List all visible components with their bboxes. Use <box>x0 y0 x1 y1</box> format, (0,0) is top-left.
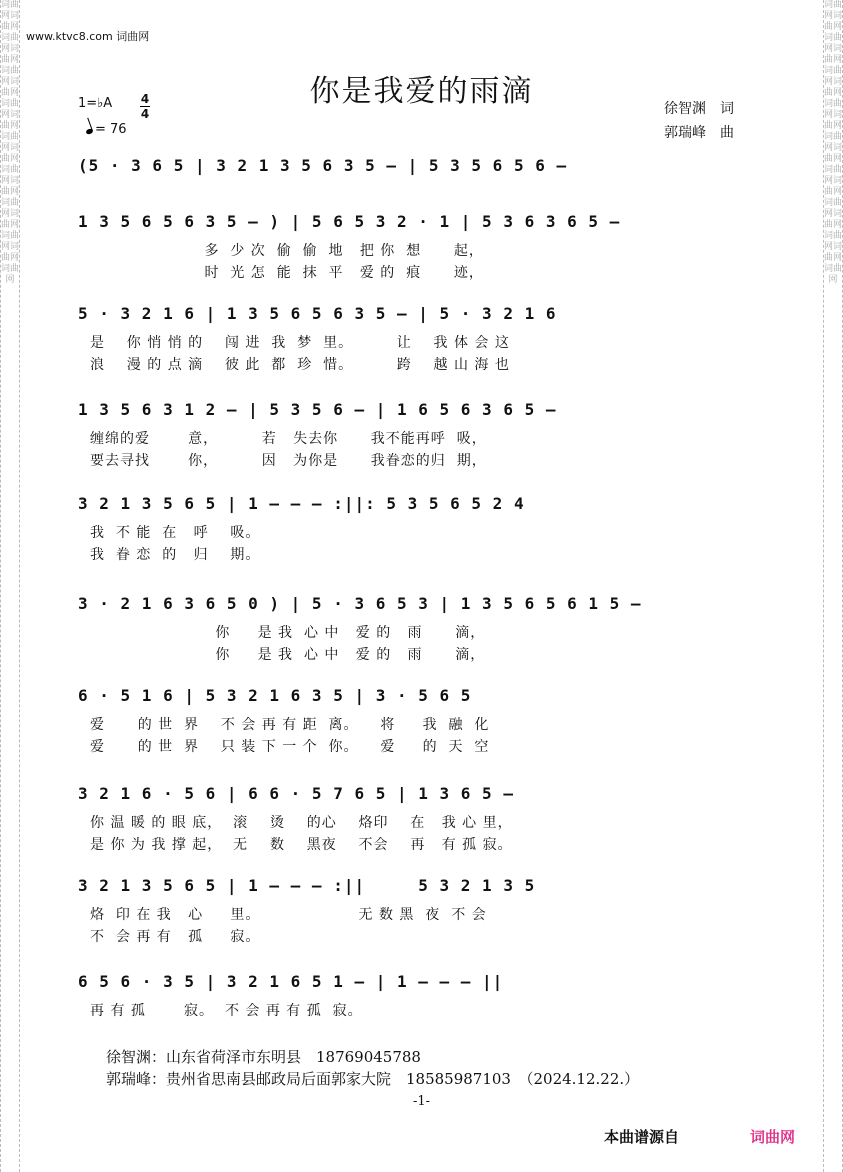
composer-contact: 郭瑞峰：贵州省思南县邮政局后面郭家大院 18585987103 （2024.12.22.） <box>106 1070 640 1088</box>
lyric-verse-1: 你 是 我 心 中 爱 的 雨 滴， <box>90 625 486 641</box>
lyricist-contact: 徐智渊：山东省荷泽市东明县 18769045788 <box>106 1048 421 1066</box>
time-signature <box>140 92 150 121</box>
lyric-verse-1: 多 少 次 偷 偷 地 把 你 想 起， <box>90 243 484 259</box>
page-number: -1- <box>412 1094 431 1109</box>
lyric-verse-2: 时 光 怎 能 抹 平 爱 的 痕 迹， <box>90 265 484 281</box>
composer-credit: 郭瑞峰 曲 <box>664 125 734 141</box>
lyric-verse-2: 不 会 再 有 孤 寂。 <box>90 929 261 945</box>
lyric-verse-2: 爱 的 世 界 只 装 下 一 个 你。 爱 的 天 空 <box>90 739 490 755</box>
time-signature-bottom: 4 <box>140 107 150 121</box>
source-label: 本曲谱源自 <box>604 1128 680 1146</box>
time-signature-top: 4 <box>140 92 150 106</box>
notation-line: 3 2 1 6 · 5 6 | 6 6 · 5 7 6 5 | 1 3 6 5 – <box>78 784 514 803</box>
lyric-verse-1: 我 不 能 在 呼 吸。 <box>90 525 261 541</box>
quarter-note-icon <box>85 128 93 135</box>
lyric-verse-1: 是 你 悄 悄 的 闯 进 我 梦 里。 让 我 体 会 这 <box>90 335 510 351</box>
watermark-right: 词曲网词曲网词曲网词曲网词曲网词曲网词曲网词曲网词曲网词曲网词曲网词曲网词曲网词曲网词曲网词曲网词曲网 <box>823 0 843 1172</box>
notation-line: 1 3 5 6 3 1 2 – | 5 3 5 6 – | 1 6 5 6 3 6 5 – <box>78 400 557 419</box>
site-header: www.ktvc8.com 词曲网 <box>26 30 150 43</box>
lyric-verse-2: 要去寻找 你， 因 为你是 我眷恋的归 期， <box>90 453 487 469</box>
notation-line: 3 2 1 3 5 6 5 | 1 – – – :||: 5 3 5 6 5 2 4 <box>78 494 525 513</box>
lyric-verse-1: 你 温 暖 的 眼 底， 滚 烫 的心 烙印 在 我 心 里， <box>90 815 513 831</box>
lyric-verse-1: 爱 的 世 界 不 会 再 有 距 离。 将 我 融 化 <box>90 717 490 733</box>
song-title: 你是我爱的雨滴 <box>309 74 534 109</box>
lyric-verse-1: 烙 印 在 我 心 里。 无 数 黑 夜 不 会 <box>90 907 487 923</box>
notation-line: 3 · 2 1 6 3 6 5 0 ) | 5 · 3 6 5 3 | 1 3 5 6 5 6 1 5 – <box>78 594 642 613</box>
lyric-verse-2: 是 你 为 我 撑 起， 无 数 黑夜 不会 再 有 孤 寂。 <box>90 837 513 853</box>
lyricist-credit: 徐智渊 词 <box>664 101 734 117</box>
watermark-left: 词曲网词曲网词曲网词曲网词曲网词曲网词曲网词曲网词曲网词曲网词曲网词曲网词曲网词曲网词曲网词曲网词曲网 <box>0 0 20 1172</box>
lyric-verse-2: 浪 漫 的 点 滴 彼 此 都 珍 惜。 跨 越 山 海 也 <box>90 357 510 373</box>
lyric-verse-2: 你 是 我 心 中 爱 的 雨 滴， <box>90 647 486 663</box>
lyric-verse-2: 我 眷 恋 的 归 期。 <box>90 547 261 563</box>
notation-line: 5 · 3 2 1 6 | 1 3 5 6 5 6 3 5 – | 5 · 3 2 1 6 <box>78 304 557 323</box>
notation-line: (5 · 3 6 5 | 3 2 1 3 5 6 3 5 – | 5 3 5 6 5 6 – <box>78 156 568 175</box>
lyric-verse-1: 再 有 孤 寂。 不 会 再 有 孤 寂。 <box>90 1003 363 1019</box>
notation-line: 1 3 5 6 5 6 3 5 – ) | 5 6 5 3 2 · 1 | 5 3 6 3 6 5 – <box>78 212 621 231</box>
notation-line: 6 5 6 · 3 5 | 3 2 1 6 5 1 – | 1 – – – || <box>78 972 504 991</box>
notation-line: 3 2 1 3 5 6 5 | 1 – – – :|| 5 3 2 1 3 5 <box>78 876 536 895</box>
key-signature: 1=♭A <box>78 96 113 111</box>
tempo-marking <box>86 122 127 137</box>
source-logo[interactable]: 词曲网 <box>750 1128 796 1146</box>
tempo-value: = 76 <box>95 122 127 137</box>
notation-line: 6 · 5 1 6 | 5 3 2 1 6 3 5 | 3 · 5 6 5 <box>78 686 472 705</box>
lyric-verse-1: 缠绵的爱 意， 若 失去你 我不能再呼 吸， <box>90 431 487 447</box>
